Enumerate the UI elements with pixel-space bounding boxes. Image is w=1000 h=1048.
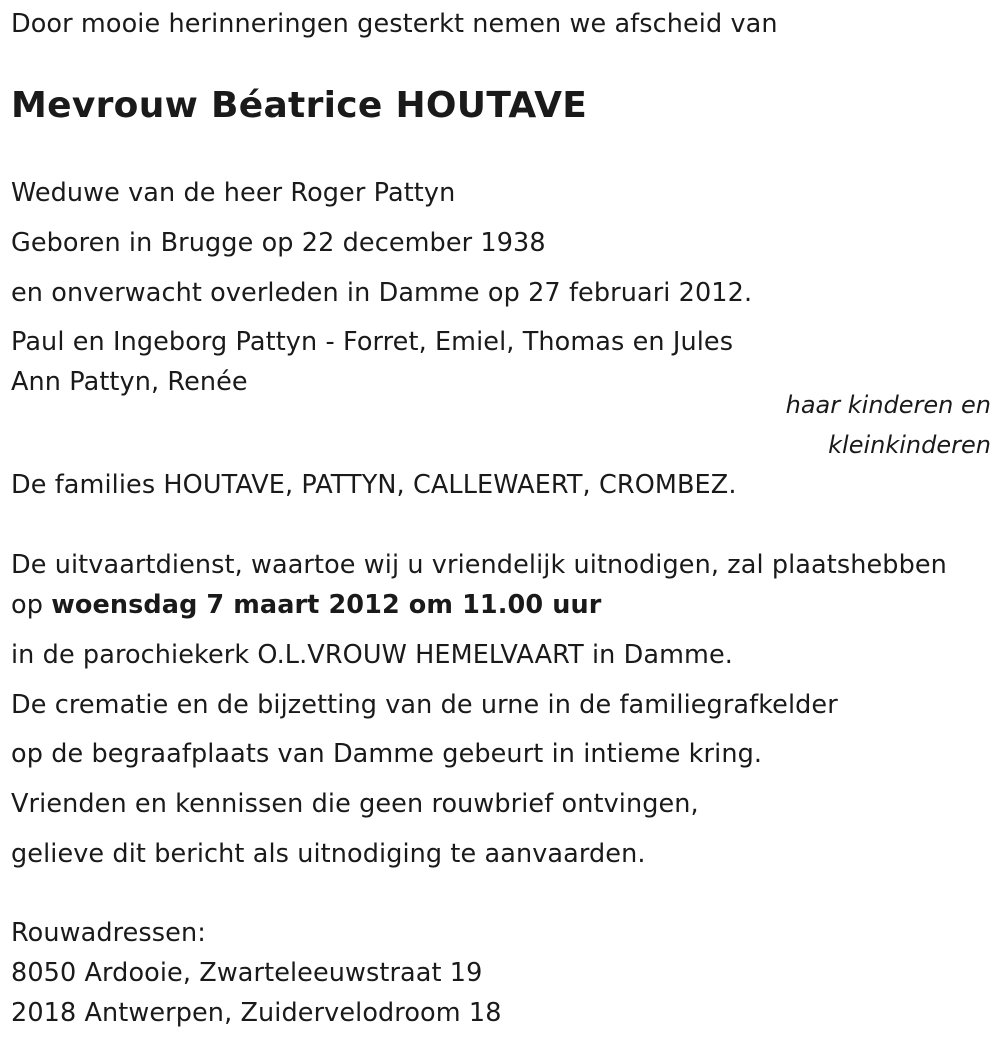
address-item: 2018 Antwerpen, Zuidervelodroom 18 — [11, 998, 502, 1028]
family-line-grandchildren: Ann Pattyn, Renée — [11, 367, 248, 397]
address-item: 8050 Ardooie, Zwarteleeuwstraat 19 — [11, 958, 483, 988]
service-datetime-prefix: op — [11, 590, 52, 620]
family-relation-line-1: haar kinderen en — [785, 391, 991, 419]
family-line-children: Paul en Ingeborg Pattyn - Forret, Emiel, Thomas en Jules — [11, 327, 734, 357]
service-datetime-line — [11, 590, 601, 620]
addresses-label: Rouwadressen: — [11, 918, 206, 948]
service-location: in de parochiekerk O.L.VROUW HEMELVAART in Damme. — [11, 640, 733, 670]
cremation-line-1: De crematie en de bijzetting van de urne in de familiegrafkelder — [11, 690, 838, 720]
intro-text: Door mooie herinneringen gesterkt nemen we afscheid van — [11, 9, 778, 39]
cremation-line-2: op de begraafplaats van Damme gebeurt in intieme kring. — [11, 739, 763, 769]
widow-of-text: Weduwe van de heer Roger Pattyn — [11, 178, 456, 208]
service-datetime: woensdag 7 maart 2012 om 11.00 uur — [51, 590, 602, 620]
death-text: en onverwacht overleden in Damme op 27 februari 2012. — [11, 278, 753, 308]
birth-text: Geboren in Brugge op 22 december 1938 — [11, 228, 546, 258]
families-text: De families HOUTAVE, PATTYN, CALLEWAERT, CROMBEZ. — [11, 470, 737, 500]
family-relation-line-2: kleinkinderen — [828, 431, 991, 459]
service-invitation: De uitvaartdienst, waartoe wij u vriendelijk uitnodigen, zal plaatshebben — [11, 550, 947, 580]
deceased-name: Mevrouw Béatrice HOUTAVE — [11, 85, 588, 126]
notice-line-2: gelieve dit bericht als uitnodiging te aanvaarden. — [11, 839, 646, 869]
notice-line-1: Vrienden en kennissen die geen rouwbrief ontvingen, — [11, 789, 699, 819]
